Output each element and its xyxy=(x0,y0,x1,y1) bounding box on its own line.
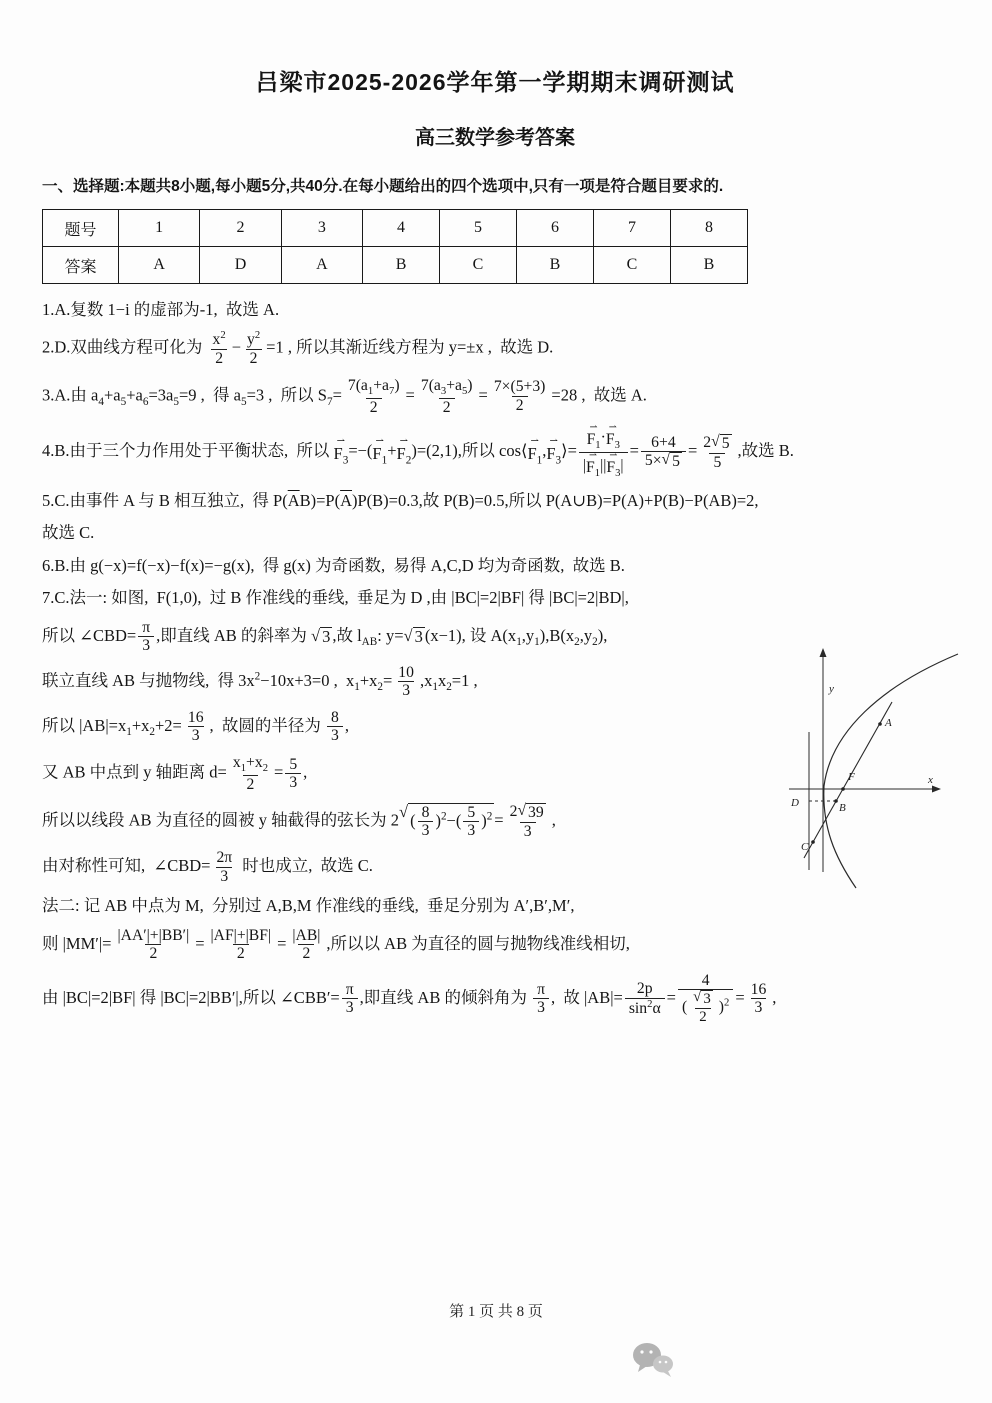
table-cell: 6 xyxy=(517,210,594,247)
figure-label-d: D xyxy=(791,797,799,809)
page-number: 第 1 页 共 8 页 xyxy=(449,1304,543,1320)
solution-line: 由对称性可知, ∠CBD= $\frac{2\pi}{3}$ 时也成立, 故选 C. xyxy=(42,849,373,885)
table-row xyxy=(43,210,748,247)
solution-line: 7.C.法一: 如图, F(1,0), 过 B 作准线的垂线, 垂足为 D ,由 |BC|=2|BF| 得 |BC|=2|BD|, xyxy=(42,588,629,608)
figure-label-f: F xyxy=(848,771,855,783)
figure-label-c: C xyxy=(801,841,809,853)
table-cell: B xyxy=(517,247,594,284)
solution-line: 2.D.双曲线方程可化为 $\frac{x^2}{2}$ − $\frac{y^2}{2}$ =1 , 所以其渐近线方程为 y=±x , 故选 D. xyxy=(42,330,554,368)
y-axis-arrow-icon xyxy=(820,648,827,657)
table-cell: 1 xyxy=(119,210,200,247)
parabola-figure-svg xyxy=(786,644,986,892)
table-cell: B xyxy=(363,247,440,284)
solution-line: 联立直线 AB 与抛物线, 得 $3x^2-10x+3=0$ , $x_1+x_2=$ $\frac{10}{3}$ $,x_1x_2=1$ , xyxy=(42,663,478,700)
table-cell: C xyxy=(440,247,517,284)
table-cell: A xyxy=(281,247,362,284)
table-cell: A xyxy=(119,247,200,284)
solution-line: 故选 C. xyxy=(42,523,95,543)
point-f xyxy=(841,787,845,791)
x-axis-arrow-icon xyxy=(932,786,941,793)
table-cell: 2 xyxy=(200,210,281,247)
solution-line: 所以以线段 AB 为直径的圆被 y 轴截得的弦长为 2 √ ( $\frac{8}{3}$ )$^2$−( $\frac{5}{3}$ )$^2$ = 2 √ 39 3 , xyxy=(42,801,556,840)
solution-line: 所以 $|AB|=x_1+x_2+2=$ $\frac{16}{3}$ , 故圆的半径为 $\frac{8}{3}$ , xyxy=(42,708,349,745)
document-subtitle: 高三数学参考答案 xyxy=(415,127,575,149)
solution-line: 3.A.由 $a_4+a_5+a_6=3a_5=9$ , 得 $a_5=3$ , 所以 $S_7=$ $\frac{7(a_1+a_7)}{2}$ = $\frac{7(a_3+a_5)}{2}$ = $\frac{7\times(5+3)}{2}$ =28 , 故选 A. xyxy=(42,376,647,416)
section-heading: 一、选择题:本题共8小题,每小题5分,共40分.在每小题给出的四个选项中,只有一项是符合题目要求的. xyxy=(42,178,724,195)
table-cell: D xyxy=(200,247,281,284)
parabola-curve xyxy=(824,654,958,888)
solution-line: 所以 ∠CBD= $\frac{\pi}{3}$ ,即直线 AB 的斜率为 √ 3 ,故 $l_{AB}$: y= √ 3 (x−1), 设 $A(x_1,y_1),B(x_2,y_2)$, xyxy=(42,618,608,655)
parabola-figure xyxy=(786,644,986,892)
document-title: 吕梁市2025-2026学年第一学期期末调研测试 xyxy=(255,69,735,95)
solution-line: 法二: 记 AB 中点为 M, 分别过 A,B,M 作准线的垂线, 垂足分别为 A′,B′,M′, xyxy=(42,896,575,916)
point-c xyxy=(811,840,815,844)
point-a xyxy=(878,722,882,726)
solution-line: 5.C.由事件 A 与 B 相互独立, 得 $P(\overline{A}B)=P(\overline{A})P(B)=0.3$,故 P(B)=0.5,所以 P(A∪B)=P(A)+P(B)−P(AB)=2, xyxy=(42,491,759,511)
solution-line: 4.B.由于三个力作用处于平衡状态, 所以 ⇀ $F_3$ =−( ⇀ $F_1$ + ⇀ $F_2$ )=(2,1),所以 cos⟨ ⇀ $F_1$ , ⇀ $F_3$ ⟩= ⇀ $F_1$ · ⇀ $F_3$ | ⇀ $F_1$ || ⇀ $F_3$ | = 6+4 5× √ 5 = 2 √ 5 5 ,故选 B. xyxy=(42,422,794,480)
table-cell: 4 xyxy=(363,210,440,247)
table-row-label: 题号 xyxy=(43,210,119,247)
table-cell: B xyxy=(670,247,747,284)
figure-label-b: B xyxy=(839,802,846,814)
solution-line: 6.B.由 g(−x)=f(−x)−f(x)=−g(x), 得 g(x) 为奇函数, 易得 A,C,D 均为奇函数, 故选 B. xyxy=(42,555,625,575)
answer-table xyxy=(42,209,748,284)
table-cell: C xyxy=(593,247,670,284)
table-row xyxy=(43,247,748,284)
solution-line: 1.A.复数 1−i 的虚部为-1, 故选 A. xyxy=(42,300,280,319)
table-cell: 3 xyxy=(281,210,362,247)
figure-label-a: A xyxy=(885,717,892,729)
table-cell: 5 xyxy=(440,210,517,247)
wechat-icon xyxy=(630,1340,676,1380)
solution-line: 由 |BC|=2|BF| 得 |BC|=2|BB′|,所以 ∠CBB′= $\frac{\pi}{3}$ ,即直线 AB 的倾斜角为 $\frac{\pi}{3}$ , 故 |AB|= $\frac{2p}{\sin^2\alpha}$ = 4 ( √ 3 2 )$^2$ = $\frac{16}{3}$ , xyxy=(42,971,777,1026)
table-cell: 8 xyxy=(670,210,747,247)
table-row-label: 答案 xyxy=(43,247,119,284)
solution-line: 又 AB 中点到 y 轴距离 d= $\frac{x_1+x_2}{2}$ = $\frac{5}{3}$ , xyxy=(42,754,308,794)
solution-line: 则 |MM′|= $\frac{|AA'|+|BB'|}{2}$ = $\frac{|AF|+|BF|}{2}$ = $\frac{|AB|}{2}$ ,所以以 AB 为直径的圆与抛物线准线相切, xyxy=(42,926,630,963)
figure-label-y: y xyxy=(829,683,834,695)
table-cell: 7 xyxy=(593,210,670,247)
figure-label-x: x xyxy=(928,774,933,786)
point-b xyxy=(834,799,838,803)
